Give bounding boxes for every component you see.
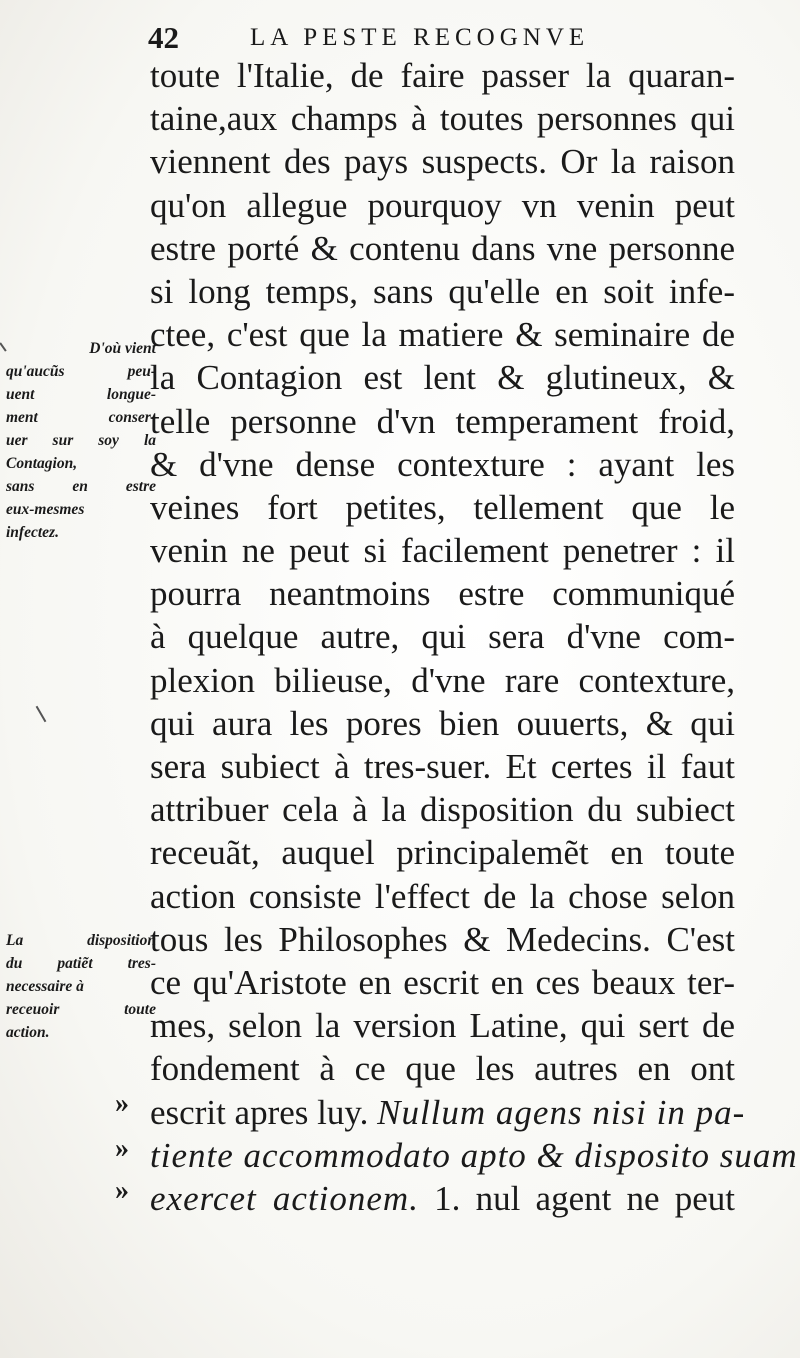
text-segment: escrit apres luy. <box>150 1092 378 1132</box>
ink-mark <box>36 706 47 723</box>
margin-note-line: Contagion, <box>6 455 78 472</box>
text-line: à quelque autre, qui sera d'vne com- <box>150 617 735 657</box>
text-line: sera subiect à tres-suer. Et certes il faut <box>150 747 735 786</box>
page-number: 42 <box>148 20 179 55</box>
latin-quote-line: tiente accommodato apto & disposito suam <box>150 1135 798 1175</box>
margin-note-line: eux-mesmes <box>6 501 85 518</box>
text-line: qu'on allegue pourquoy vn venin peut <box>150 185 735 225</box>
margin-note-line: uent longue- <box>6 386 156 403</box>
margin-note-line: infectez. <box>6 524 59 541</box>
text-line: pourra neantmoins estre communiqué <box>150 574 735 614</box>
quotation-mark: » <box>115 1088 129 1119</box>
text-line: toute l'Italie, de faire passer la quaran- <box>150 56 735 95</box>
text-line: receuãt, auquel principalemẽt en toute <box>150 833 735 873</box>
margin-note-line: La disposition <box>6 932 156 949</box>
margin-note-line: ment conser- <box>6 409 156 426</box>
text-line: attribuer cela à la disposition du subiect <box>150 790 735 830</box>
text-segment: 1. nul agent ne peut <box>418 1178 736 1218</box>
quotation-mark: » <box>115 1175 129 1206</box>
margin-note-disposition <box>6 929 156 1044</box>
margin-note-line: uer sur soy la <box>6 432 156 449</box>
text-line: viennent des pays suspects. Or la raison <box>150 142 735 182</box>
text-line: mes, selon la version Latine, qui sert de <box>150 1006 735 1046</box>
text-line: telle personne d'vn temperament froid, <box>150 401 735 441</box>
text-line-with-latin <box>150 1091 746 1134</box>
text-line: si long temps, sans qu'elle en soit infe- <box>150 271 735 311</box>
text-line: tous les Philosophes & Medecins. C'est <box>150 919 735 959</box>
running-title: LA PESTE RECOGNVE <box>250 24 590 51</box>
main-text-block <box>150 54 798 1220</box>
latin-quote-segment: Nullum agens nisi in pa- <box>377 1092 746 1132</box>
text-line: qui aura les pores bien ouuerts, & qui <box>150 703 735 743</box>
text-line: venin ne peut si facilement penetrer : il <box>150 531 735 571</box>
text-line: & d'vne dense contexture : ayant les <box>150 444 735 484</box>
text-line: la Contagion est lent & glutineux, & <box>150 358 735 398</box>
text-line: ce qu'Aristote en escrit en ces beaux ter- <box>150 962 735 1002</box>
margin-note-line: du patiẽt tres- <box>6 955 156 972</box>
margin-note-line: qu'aucũs peu- <box>6 363 156 380</box>
text-line: plexion bilieuse, d'vne rare contexture, <box>150 660 735 700</box>
page-header <box>148 20 728 58</box>
text-line: action consiste l'effect de la chose selon <box>150 876 735 916</box>
margin-note-line: sans en estre <box>6 478 156 495</box>
margin-note-line: necessaire à <box>6 978 84 995</box>
margin-note-contagion <box>6 337 156 544</box>
text-line: veines fort petites, tellement que le <box>150 487 735 527</box>
text-line: taine,aux champs à toutes personnes qui <box>150 99 735 139</box>
margin-note-line: receuoir toute <box>6 1001 156 1018</box>
margin-note-line: action. <box>6 1024 50 1041</box>
quotation-mark: » <box>115 1133 129 1164</box>
margin-note-line: D'où vient <box>89 340 156 357</box>
text-line: ctee, c'est que la matiere & seminaire de <box>150 315 735 355</box>
text-line: estre porté & contenu dans vne personne <box>150 228 735 268</box>
text-line: fondement à ce que les autres en ont <box>150 1049 735 1089</box>
latin-quote-segment: exercet actionem. <box>150 1178 419 1218</box>
text-line-with-latin <box>150 1177 735 1220</box>
